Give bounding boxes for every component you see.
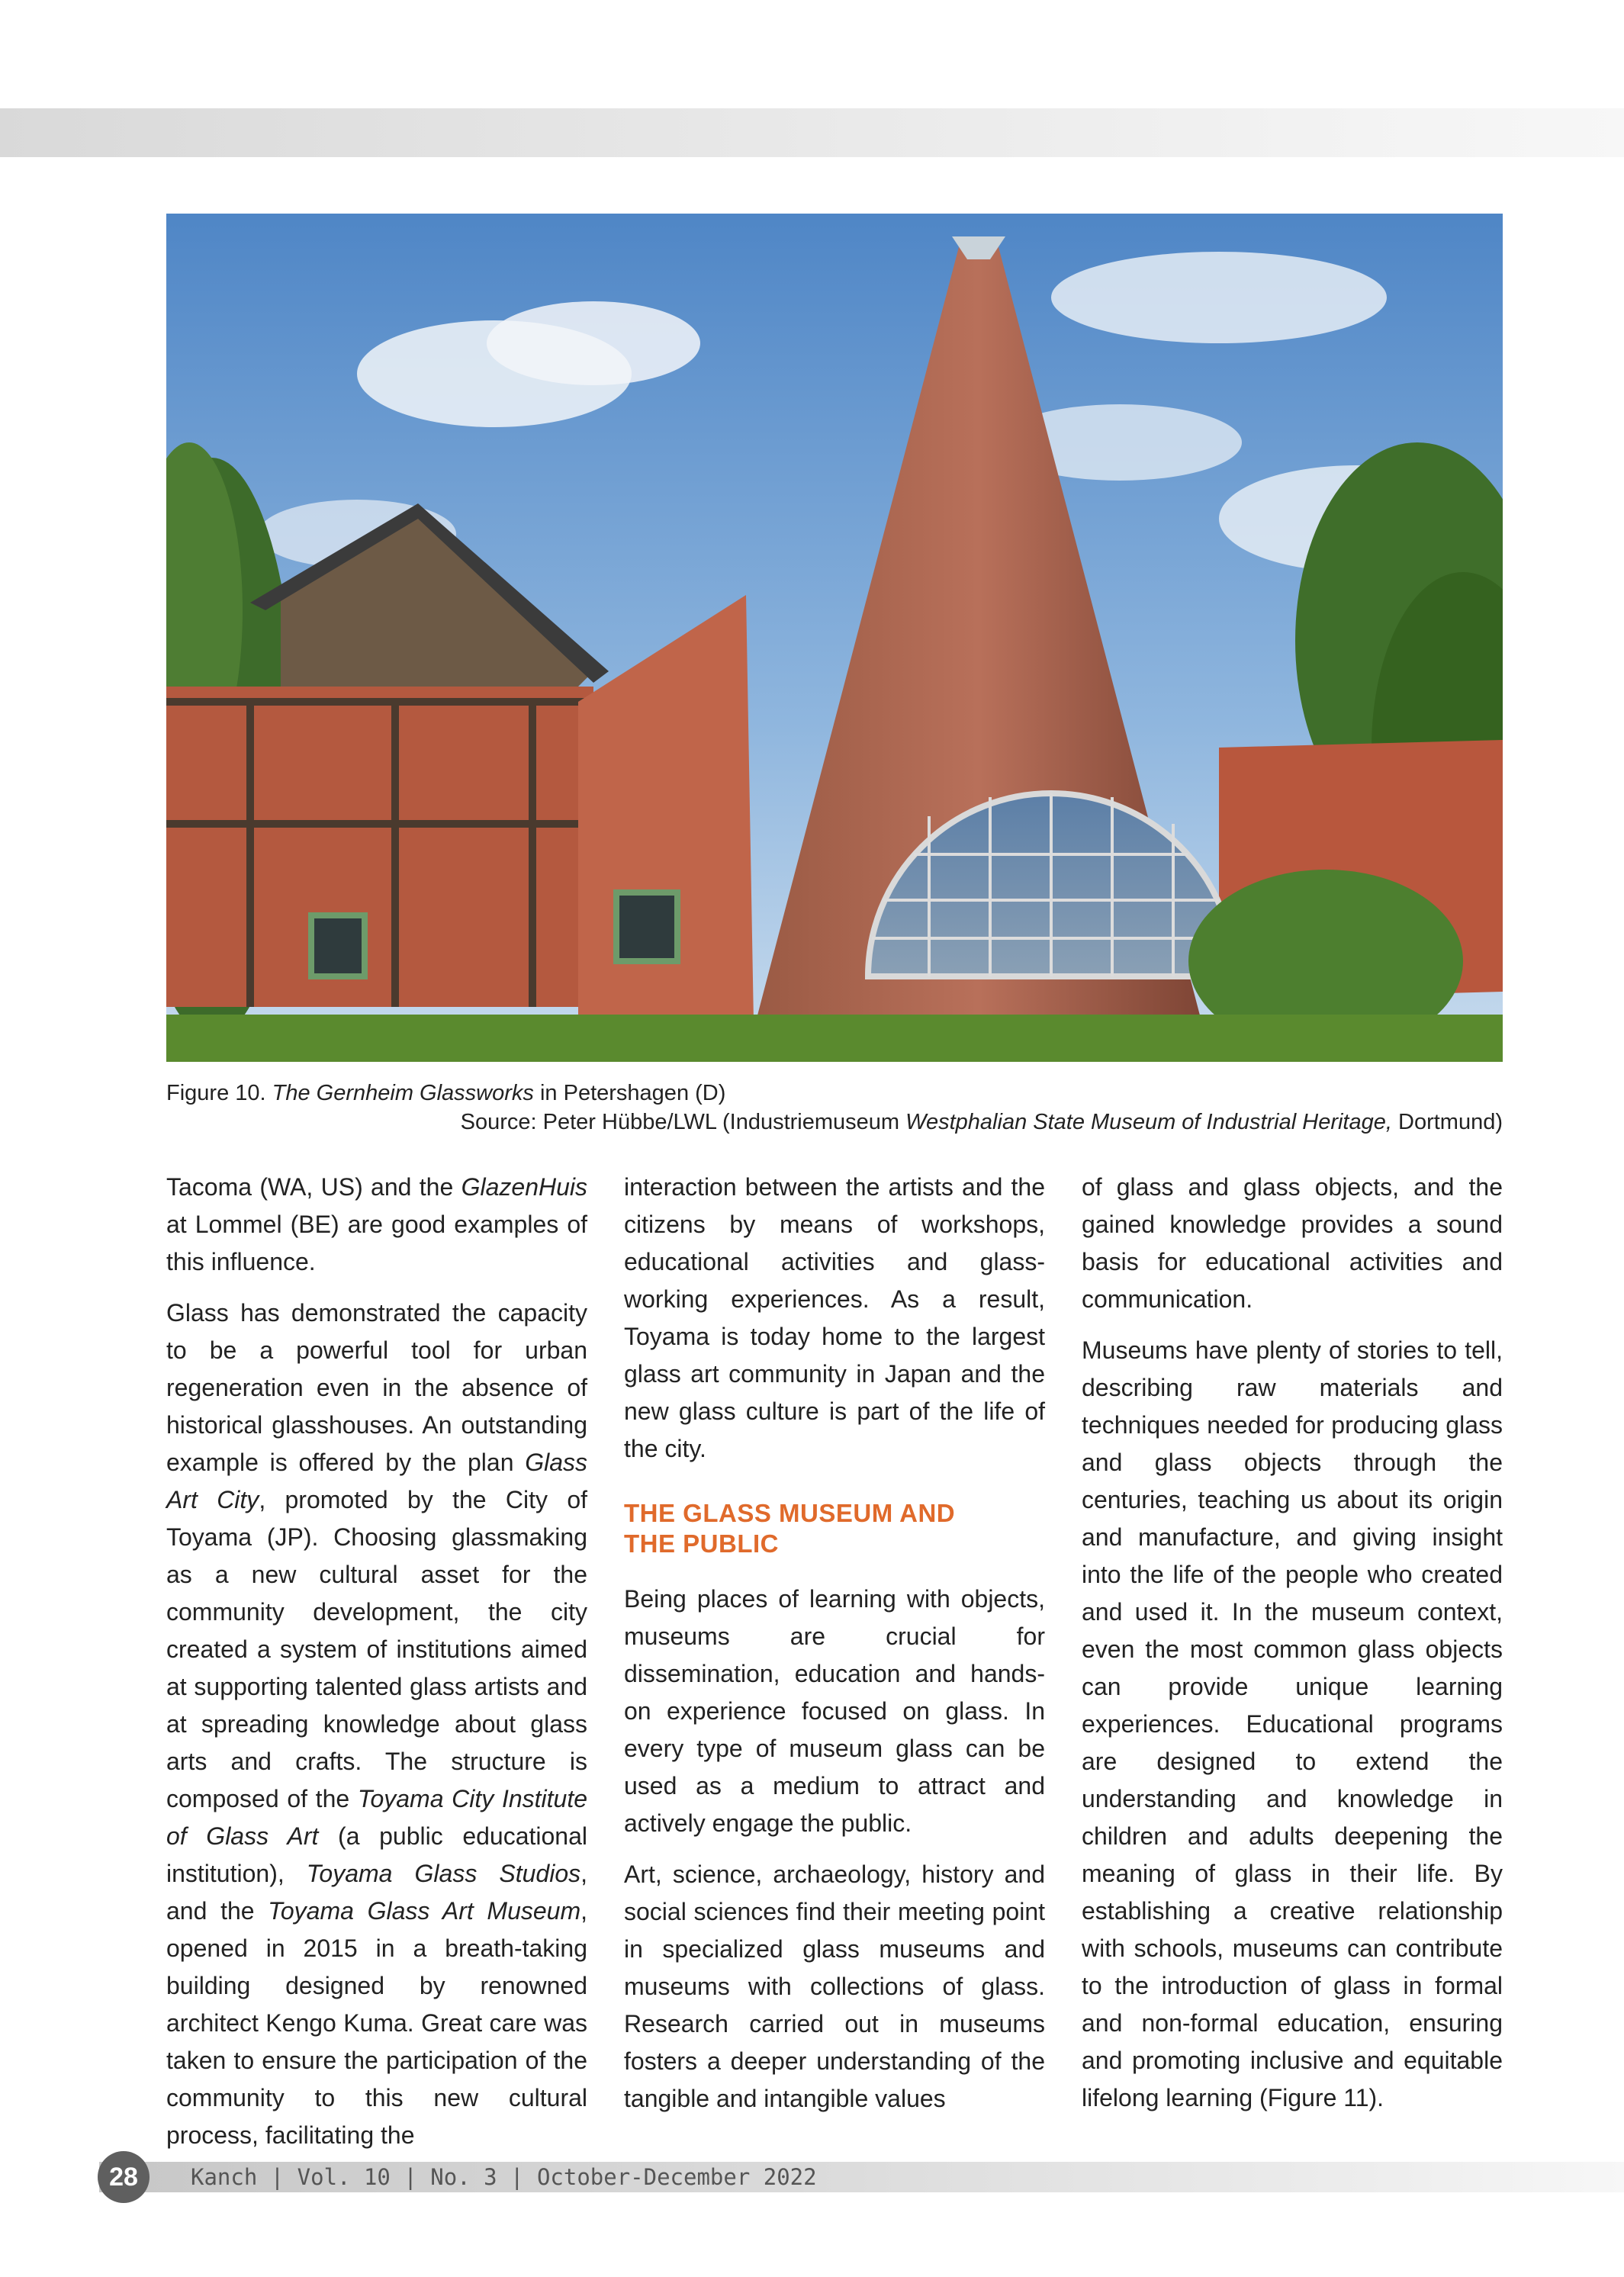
italic-run: Glass Art City: [166, 1449, 587, 1513]
figure-photo-gernheim-glassworks: [166, 214, 1503, 1062]
figure-label: Figure 10.: [166, 1081, 266, 1105]
paragraph: Museums have plenty of stories to tell, describing raw materials and techniques needed for producing glass and glass objects through the centuries, teaching us about its origin and manufacture, and giving insight into the life of the people who created and used it. In the museum context, even the most common glass objects can provide unique learning experiences. Educational programs are designed to extend the understanding and knowledge in children and adults deepening the meaning of glass in their life. By establishing a creative relationship with schools, museums can contribute to the introduction of glass in formal and non-formal education, ensuring and promoting inclusive and equitable lifelong learning (Figure 11).: [1082, 1336, 1503, 2111]
figure-source-suffix: Dortmund): [1398, 1110, 1503, 1134]
paragraph: [166, 1169, 587, 1281]
italic-run: GlazenHuis: [461, 1173, 587, 1201]
section-heading-line-1: THE GLASS MUSEUM AND: [624, 1499, 956, 1527]
paragraph: Art, science, archaeology, history and social sciences find their meeting point in specialized glass museums and museums with collections of glass. Research carried out in museums fosters a deeper understanding of the tangible and intangible values: [624, 1861, 1045, 2112]
text-run: (a public educational institution),: [166, 1822, 588, 1887]
text-column-3: [1082, 1169, 1503, 2131]
figure-caption-title-line: [166, 1079, 1503, 1108]
paragraph: Being places of learning with objects, museums are crucial for dissemination, education and hands-on experience focused on glass. In every type of museum glass can be used as a medium to attract and actively engage the public.: [624, 1585, 1045, 1837]
page-number: 28: [98, 2151, 150, 2203]
header-band: [0, 108, 1624, 157]
glassworks-illustration: [166, 214, 1503, 1062]
section-heading-line-2: THE PUBLIC: [624, 1529, 779, 1558]
text-run: Glass has demonstrated the capacity to be a powerful tool for urban regeneration even in the absence of historical glasshouses. An outstanding example is offered by the plan: [166, 1299, 587, 1476]
italic-run: Toyama Glass Studios: [306, 1860, 581, 1887]
paragraph: interaction between the artists and the citizens by means of workshops, educational activities and glass-working experiences. As a result, Toyama is today home to the largest glass art community in Japan and the new glass culture is part of the life of the city.: [624, 1173, 1045, 1462]
figure-title: The Gernheim Glassworks: [272, 1081, 534, 1105]
text-column-2: [624, 1169, 1045, 2131]
paragraph: of glass and glass objects, and the gained knowledge provides a sound basis for educational activities and communication.: [1082, 1173, 1503, 1313]
figure-source-italic: Westphalian State Museum of Industrial Heritage,: [905, 1110, 1392, 1134]
text-run: at Lommel (BE) are good examples of this influence.: [166, 1211, 587, 1275]
figure-location: in Petershagen (D): [539, 1081, 726, 1105]
text-run: Tacoma (WA, US) and the: [166, 1173, 461, 1201]
italic-run: Toyama City Institute of Glass Art: [166, 1785, 587, 1850]
section-heading: [624, 1498, 1045, 1559]
figure-source-prefix: Source: Peter Hübbe/LWL (Industriemuseum: [460, 1110, 900, 1134]
figure-caption: [166, 1079, 1503, 1137]
italic-run: Toyama Glass Art Museum: [268, 1897, 581, 1925]
text-column-1: [166, 1169, 587, 2168]
paragraph: [166, 1294, 587, 2154]
text-run: , and the: [166, 1860, 587, 1925]
text-run: , promoted by the City of Toyama (JP). Choosing glassmaking as a new cultural asset for the community development, the city created a system of institutions aimed at supporting talented glass artists and at spreading knowledge about glass arts and crafts. The structure is composed of the: [166, 1486, 588, 1812]
figure-source-line: [166, 1108, 1503, 1137]
journal-citation: Kanch | Vol. 10 | No. 3 | October-December 2022: [191, 2164, 817, 2190]
text-run: , opened in 2015 in a breath-taking building designed by renowned architect Kengo Kuma. Great care was taken to ensure the participation of the community to this new cultural process, facilitating the: [166, 1897, 588, 2149]
